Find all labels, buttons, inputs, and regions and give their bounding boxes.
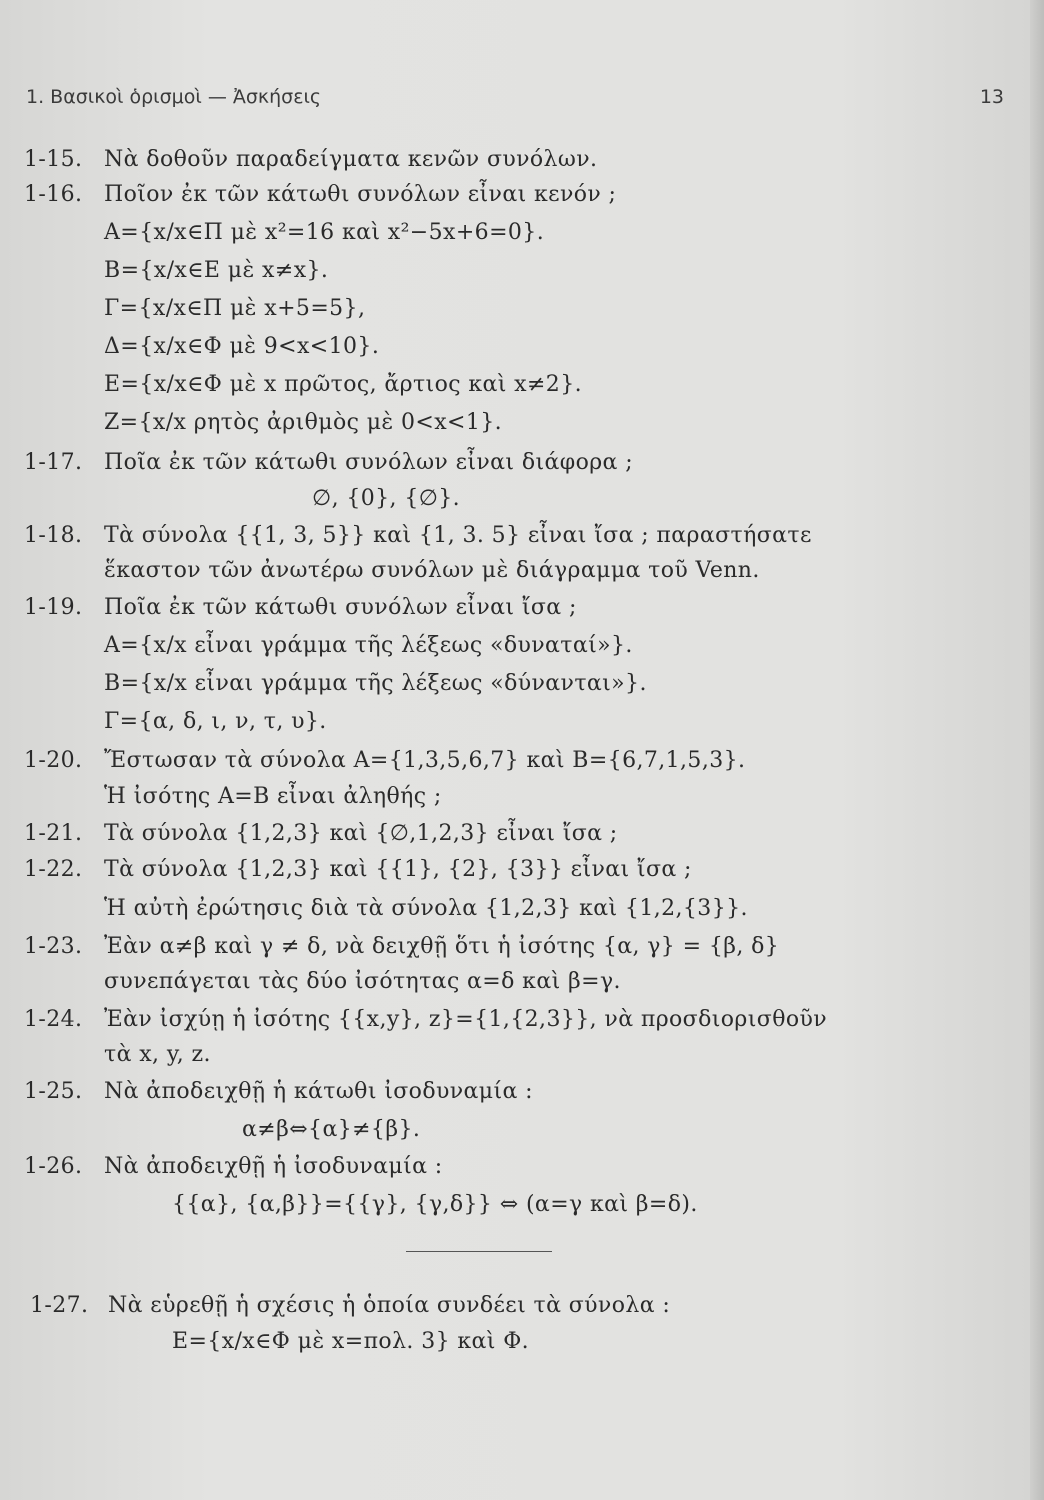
exercise-text: Ἐὰν ἰσχύῃ ἡ ἰσότης {{x,y}, z}={1,{2,3}}, νὰ προσδιορισθοῦν xyxy=(104,1007,828,1032)
exercise-text: Ἡ ἰσότης Α=Β εἶναι ἀληθής ; xyxy=(104,784,442,809)
exercise-number: 1-15. xyxy=(24,147,83,172)
exercise-text: Ἐὰν α≠β καὶ γ ≠ δ, νὰ δειχθῇ ὅτι ἡ ἰσότης {α, γ} = {β, δ} xyxy=(104,934,780,959)
set-definition: Α={x/x∈Π μὲ x²=16 καὶ x²−5x+6=0}. xyxy=(104,220,545,245)
exercise-text: Νὰ δοθοῦν παραδείγματα κενῶν συνόλων. xyxy=(104,147,598,172)
running-header xyxy=(26,86,1004,116)
set-definition: Β={x/x εἶναι γράμμα τῆς λέξεως «δύνανται»}. xyxy=(104,671,647,696)
set-definition: Β={x/x∈Ε μὲ x≠x}. xyxy=(104,258,329,283)
set-definition: Γ={α, δ, ι, ν, τ, υ}. xyxy=(104,709,327,734)
section-divider xyxy=(406,1251,552,1252)
exercise-number: 1-27. xyxy=(30,1293,89,1318)
exercise-number: 1-24. xyxy=(24,1007,83,1032)
exercise-text: Τὰ σύνολα {1,2,3} καὶ {∅,1,2,3} εἶναι ἴσα ; xyxy=(104,821,618,846)
exercise-text: Ἡ αὐτὴ ἐρώτησις διὰ τὰ σύνολα {1,2,3} καὶ {1,2,{3}}. xyxy=(104,896,748,921)
exercise-number: 1-23. xyxy=(24,934,83,959)
set-definition: Ε={x/x∈Φ μὲ x πρῶτος, ἄρτιος καὶ x≠2}. xyxy=(104,372,582,397)
set-definition: Ε={x/x∈Φ μὲ x=πολ. 3} καὶ Φ. xyxy=(172,1329,530,1354)
set-list: ∅, {0}, {∅}. xyxy=(312,486,461,511)
exercise-text: Ποῖα ἐκ τῶν κάτωθι συνόλων εἶναι διάφορα ; xyxy=(104,450,634,475)
exercise-number: 1-17. xyxy=(24,450,83,475)
set-definition: Δ={x/x∈Φ μὲ 9<x<10}. xyxy=(104,334,380,359)
chapter-title: 1. Βασικοὶ ὁρισμοὶ — Ἀσκήσεις xyxy=(26,86,322,108)
exercise-number: 1-18. xyxy=(24,523,83,548)
exercise-number: 1-21. xyxy=(24,821,83,846)
exercise-number: 1-20. xyxy=(24,748,83,773)
set-definition: Ζ={x/x ρητὸς ἀριθμὸς μὲ 0<x<1}. xyxy=(104,410,503,435)
exercise-text: συνεπάγεται τὰς δύο ἰσότητας α=δ καὶ β=γ. xyxy=(104,969,621,994)
formula: {{α}, {α,β}}={{γ}, {γ,δ}} ⇔ (α=γ καὶ β=δ). xyxy=(172,1192,698,1217)
exercise-text: Νὰ ἀποδειχθῇ ἡ ἰσοδυναμία : xyxy=(104,1154,443,1179)
exercise-text: Τὰ σύνολα {{1, 3, 5}} καὶ {1, 3. 5} εἶναι ἴσα ; παραστήσατε xyxy=(104,523,812,548)
exercise-number: 1-25. xyxy=(24,1079,83,1104)
exercise-text: Νὰ ἀποδειχθῇ ἡ κάτωθι ἰσοδυναμία : xyxy=(104,1079,533,1104)
exercise-number: 1-19. xyxy=(24,595,83,620)
exercise-text: τὰ x, y, z. xyxy=(104,1042,211,1067)
page-edge-shadow xyxy=(1030,0,1044,1500)
exercise-text: Τὰ σύνολα {1,2,3} καὶ {{1}, {2}, {3}} εἶναι ἴσα ; xyxy=(104,857,692,882)
exercise-number: 1-22. xyxy=(24,857,83,882)
exercise-text: Ἔστωσαν τὰ σύνολα Α={1,3,5,6,7} καὶ Β={6,7,1,5,3}. xyxy=(104,748,746,773)
exercise-number: 1-16. xyxy=(24,182,83,207)
exercise-text: Νὰ εὑρεθῇ ἡ σχέσις ἡ ὁποία συνδέει τὰ σύνολα : xyxy=(108,1293,671,1318)
set-definition: Γ={x/x∈Π μὲ x+5=5}, xyxy=(104,296,366,321)
exercise-text: Ποῖον ἐκ τῶν κάτωθι συνόλων εἶναι κενόν ; xyxy=(104,182,617,207)
formula: α≠β⇔{α}≠{β}. xyxy=(242,1117,421,1142)
page-number: 13 xyxy=(979,86,1004,108)
exercise-number: 1-26. xyxy=(24,1154,83,1179)
exercise-text: Ποῖα ἐκ τῶν κάτωθι συνόλων εἶναι ἴσα ; xyxy=(104,595,577,620)
set-definition: Α={x/x εἶναι γράμμα τῆς λέξεως «δυναταί»}. xyxy=(104,633,633,658)
exercise-text: ἕκαστον τῶν ἀνωτέρω συνόλων μὲ διάγραμμα τοῦ Venn. xyxy=(104,558,760,583)
